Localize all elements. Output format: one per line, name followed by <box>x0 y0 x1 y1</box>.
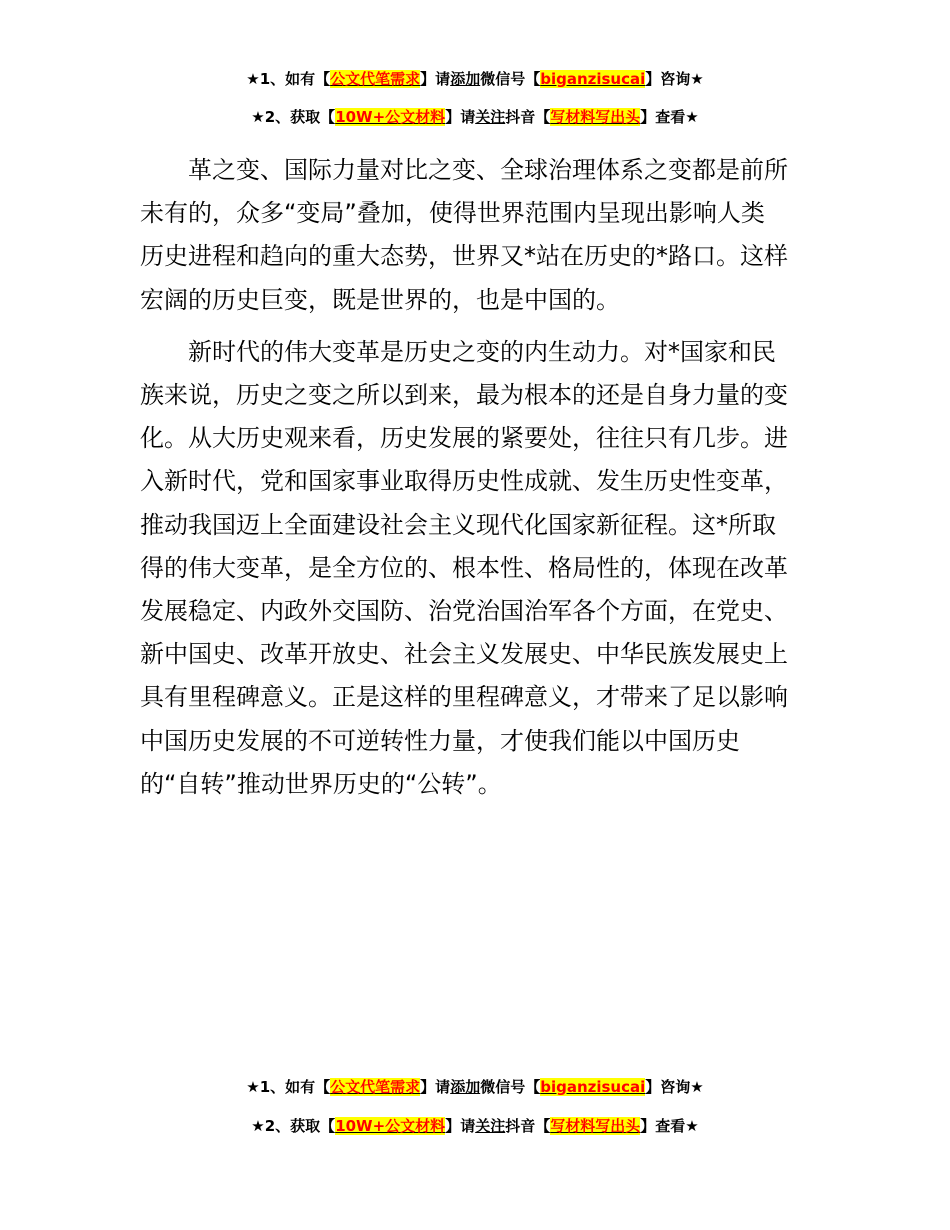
promo-underline: 关注 <box>475 1117 506 1135</box>
header-promo-line-2 <box>0 106 950 128</box>
promo-text: 】请 <box>445 108 476 126</box>
text-line: 族来说，历史之变之所以到来，最为根本的还是自身力量的变 <box>140 381 788 410</box>
promo-highlight-service: 公文代笔需求 <box>330 1078 421 1096</box>
promo-highlight-wechat-id: biganzisucai <box>540 70 646 88</box>
paragraph-1 <box>140 149 812 322</box>
promo-text: 微信号【 <box>480 1078 541 1096</box>
promo-highlight-douyin: 写材料写出头 <box>550 108 641 126</box>
document-body <box>140 149 812 815</box>
promo-prefix: ★1、如有【 <box>246 70 331 88</box>
promo-suffix: 】查看★ <box>640 1117 699 1135</box>
text-line: 得的伟大变革，是全方位的、根本性、格局性的，体现在改革 <box>140 553 788 582</box>
promo-text: 】请 <box>420 1078 451 1096</box>
promo-prefix: ★1、如有【 <box>246 1078 331 1096</box>
promo-prefix: ★2、获取【 <box>251 1117 336 1135</box>
text-line: 推动我国迈上全面建设社会主义现代化国家新征程。这*所取 <box>140 510 776 539</box>
promo-highlight-douyin: 写材料写出头 <box>550 1117 641 1135</box>
footer-promo-line-1 <box>0 1076 950 1098</box>
footer-promo-line-2 <box>0 1115 950 1137</box>
header-promo-line-1 <box>0 68 950 90</box>
text-line: 未有的，众多“变局”叠加，使得世界范围内呈现出影响人类 <box>140 199 765 228</box>
promo-prefix: ★2、获取【 <box>251 108 336 126</box>
promo-text: 抖音【 <box>505 108 551 126</box>
promo-highlight-wechat-id: biganzisucai <box>540 1078 646 1096</box>
promo-underline: 添加 <box>450 1078 481 1096</box>
text-line: 宏阔的历史巨变，既是世界的，也是中国的。 <box>140 285 620 314</box>
text-line: 入新时代，党和国家事业取得历史性成就、发生历史性变革， <box>140 467 788 496</box>
promo-text: 抖音【 <box>505 1117 551 1135</box>
promo-text: 微信号【 <box>480 70 541 88</box>
text-line: 革之变、国际力量对比之变、全球治理体系之变都是前所 <box>188 156 788 184</box>
text-line: 的“自转”推动世界历史的“公转”。 <box>140 769 502 798</box>
promo-highlight-service: 公文代笔需求 <box>330 70 421 88</box>
promo-suffix: 】咨询★ <box>645 70 704 88</box>
promo-suffix: 】查看★ <box>640 108 699 126</box>
text-line: 化。从大历史观来看，历史发展的紧要处，往往只有几步。进 <box>140 424 788 453</box>
text-line: 新中国史、改革开放史、社会主义发展史、中华民族发展史上 <box>140 640 788 669</box>
text-line: 发展稳定、内政外交国防、治党治国治军各个方面，在党史、 <box>140 597 788 626</box>
promo-highlight-materials: 10W+公文材料 <box>335 108 446 126</box>
text-line: 新时代的伟大变革是历史之变的内生动力。对*国家和民 <box>188 337 776 366</box>
promo-text: 】请 <box>445 1117 476 1135</box>
text-line: 中国历史发展的不可逆转性力量，才使我们能以中国历史 <box>140 726 740 755</box>
promo-suffix: 】咨询★ <box>645 1078 704 1096</box>
promo-text: 】请 <box>420 70 451 88</box>
promo-underline: 关注 <box>475 108 506 126</box>
promo-highlight-materials: 10W+公文材料 <box>335 1117 446 1135</box>
text-line: 具有里程碑意义。正是这样的里程碑意义，才带来了足以影响 <box>140 683 788 712</box>
paragraph-2 <box>140 331 812 806</box>
text-line: 历史进程和趋向的重大态势，世界又*站在历史的*路口。这样 <box>140 242 788 271</box>
promo-underline: 添加 <box>450 70 481 88</box>
